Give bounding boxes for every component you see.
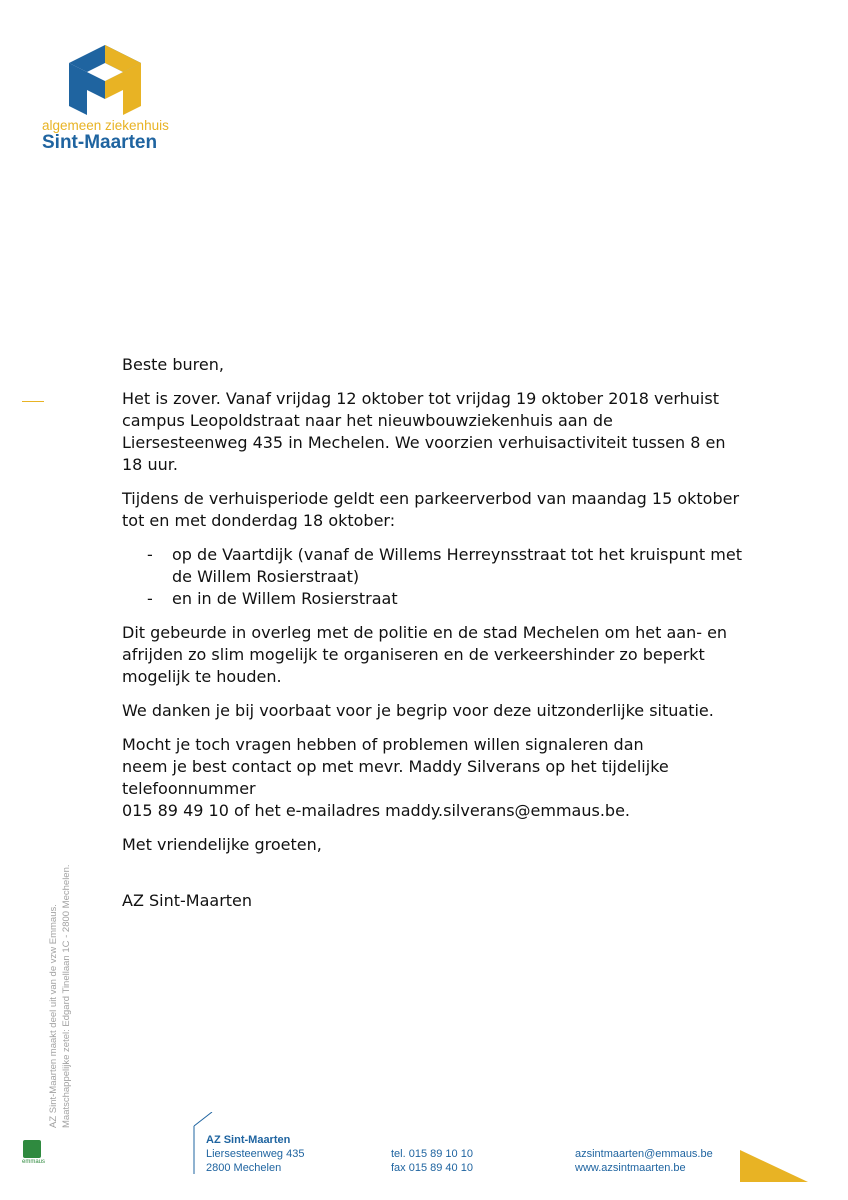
footer-phone <box>391 1147 473 1175</box>
footer-street: Liersesteenweg 435 <box>206 1148 305 1160</box>
list-item-text: en in de Willem Rosierstraat <box>172 589 398 608</box>
legal-sidebar-text <box>47 818 73 1128</box>
footer-fax: fax 015 89 40 10 <box>391 1162 473 1174</box>
paragraph-move-dates: Het is zover. Vanaf vrijdag 12 oktober tot vrijdag 19 oktober 2018 verhuist campus Leopoldstraat naar het nieuwbouwziekenhuis aan de Liersesteenweg 435 in Mechelen. We voorzien verhuisactiviteit tussen 8 en 18 uur. <box>122 389 726 474</box>
contact-line: neem je best contact op met mevr. Maddy Silverans op het tijdelijke <box>122 757 669 776</box>
footer-email[interactable]: azsintmaarten@emmaus.be <box>575 1148 713 1160</box>
paragraph-thanks: We danken je bij voorbaat voor je begrip voor deze uitzonderlijke situatie. <box>122 701 714 720</box>
closing: Met vriendelijke groeten, <box>122 835 322 854</box>
emmaus-label: emmaus <box>22 1159 46 1165</box>
bullet-dash: - <box>147 589 153 608</box>
contact-line: 015 89 49 10 of het e-mailadres maddy.silverans@emmaus.be. <box>122 801 631 820</box>
logo-text-line1: algemeen ziekenhuis <box>42 118 169 133</box>
fold-mark <box>22 401 44 402</box>
corner-triangle <box>740 1150 808 1182</box>
emmaus-logo <box>22 1140 48 1165</box>
signature: AZ Sint-Maarten <box>122 891 253 910</box>
footer-web <box>575 1147 713 1175</box>
bullet-dash: - <box>147 545 153 564</box>
footer-name: AZ Sint-Maarten <box>206 1134 291 1146</box>
paragraph-parking-ban: Tijdens de verhuisperiode geldt een parkeerverbod van maandag 15 oktober tot en met donderdag 18 oktober: <box>122 489 740 530</box>
parking-ban-list <box>122 544 742 610</box>
footer-address <box>206 1133 304 1175</box>
letter-body <box>122 354 742 924</box>
contact-paragraph <box>122 734 742 822</box>
logo-text-line2: Sint-Maarten <box>42 132 158 153</box>
contact-line: telefoonnummer <box>122 779 256 798</box>
footer-city: 2800 Mechelen <box>206 1162 282 1174</box>
list-item-text: op de Vaartdijk (vanaf de Willems Herreynsstraat tot het kruispunt met de Willem Rosierstraat) <box>172 545 742 586</box>
footer-website[interactable]: www.azsintmaarten.be <box>575 1162 686 1174</box>
emmaus-icon <box>23 1140 41 1158</box>
paragraph-coordination: Dit gebeurde in overleg met de politie en de stad Mechelen om het aan- en afrijden zo slim mogelijk te organiseren en de verkeershinder zo beperkt mogelijk te houden. <box>122 623 728 686</box>
az-sint-maarten-m-logo-icon <box>67 45 141 115</box>
list-item <box>122 588 742 610</box>
sidebar-line: Maatschappelijke zetel: Edgard Tinellaan 1C - 2800 Mechelen. <box>61 864 72 1128</box>
contact-line: Mocht je toch vragen hebben of problemen willen signaleren dan <box>122 735 644 754</box>
sidebar-line: AZ Sint-Maarten maakt deel uit van de vzw Emmaus. <box>48 904 59 1128</box>
footer-tel: tel. 015 89 10 10 <box>391 1148 473 1160</box>
list-item <box>122 544 742 588</box>
salutation: Beste buren, <box>122 355 224 374</box>
